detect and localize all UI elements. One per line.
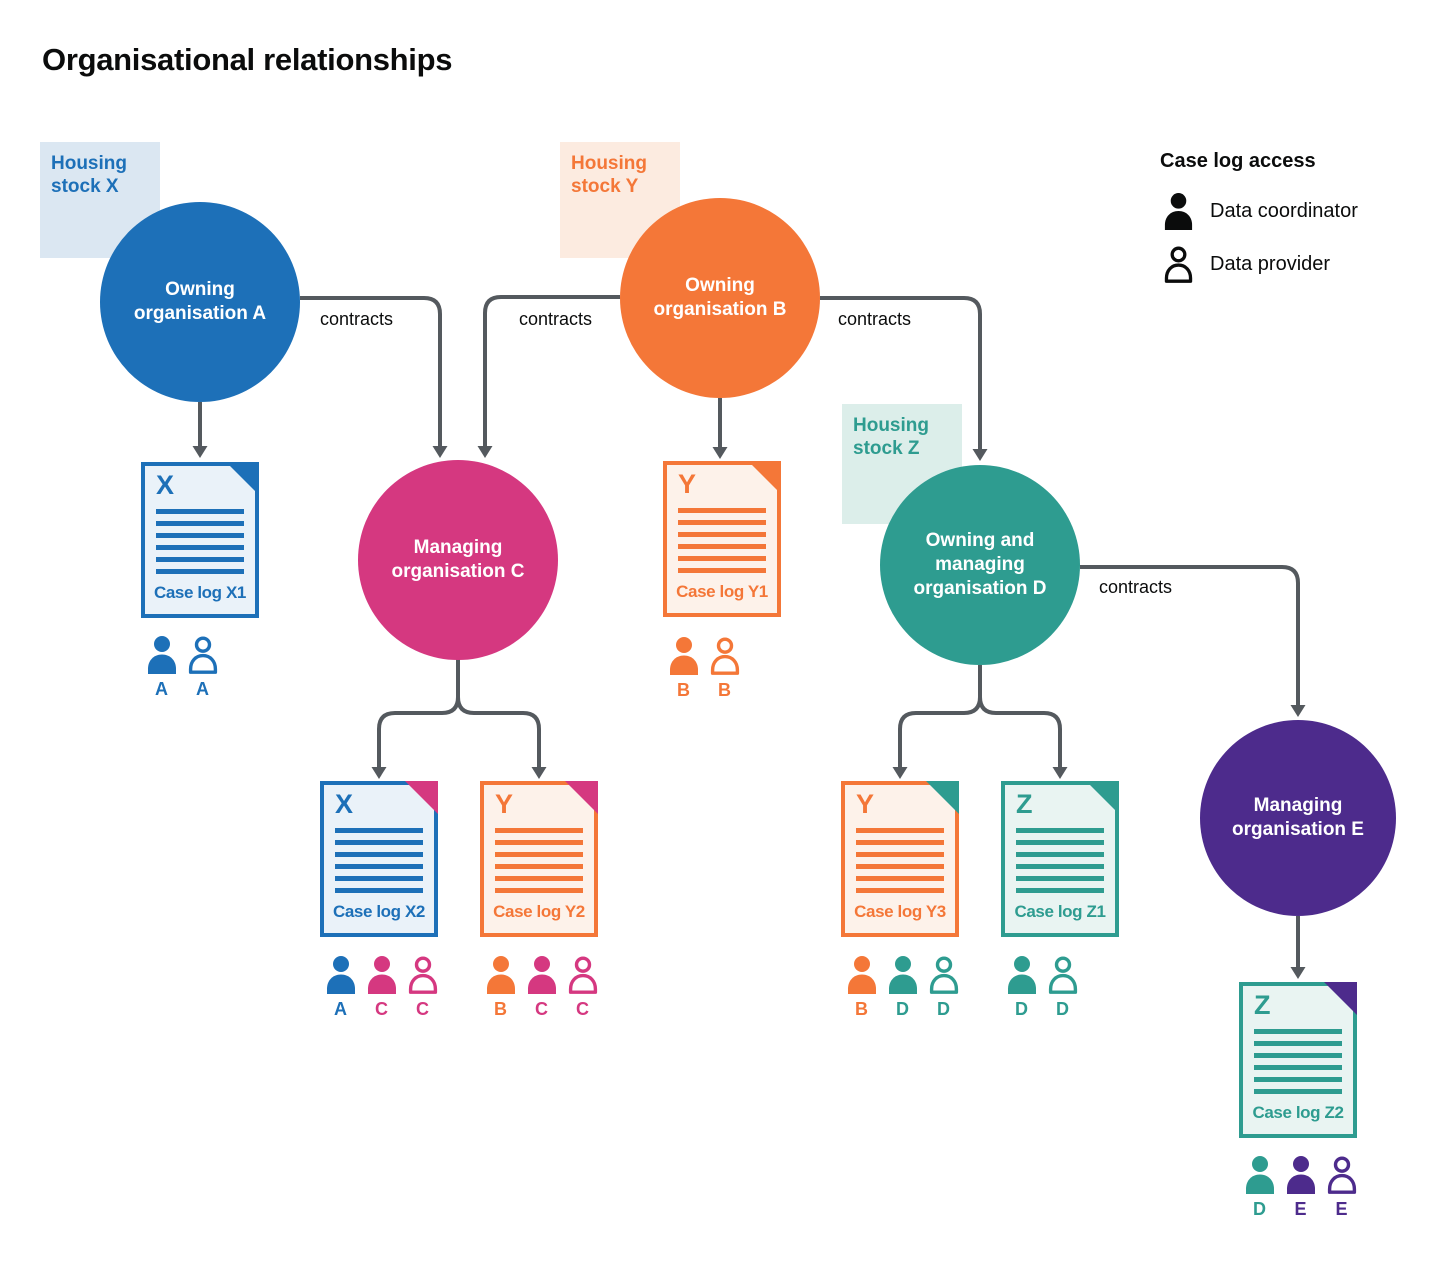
access-org-letter: E <box>1335 1199 1348 1219</box>
org-a-label: Owning organisation A <box>133 278 267 324</box>
arrowhead-caselog-y3 <box>893 767 908 779</box>
document-text-lines <box>495 828 583 900</box>
page-title: Organisational relationships <box>42 42 453 77</box>
case-log-y3-card <box>841 781 959 937</box>
contracts-label-b-c: contracts <box>519 309 593 329</box>
case-log-z2-card <box>1239 982 1357 1138</box>
access-org-letter: A <box>196 679 209 699</box>
access-org-letter: A <box>155 679 168 699</box>
document-text-lines <box>856 828 944 900</box>
case-log-letter: Z <box>1254 990 1271 1020</box>
org-c-label: Managing organisation C <box>391 536 525 582</box>
access-org-letter: D <box>1253 1199 1266 1219</box>
org-circle-e <box>1200 720 1396 916</box>
case-log-y1-access-row <box>666 637 742 701</box>
arrowhead-caselog-z1 <box>1053 767 1068 779</box>
org-d-label: Owning and managing organisation D <box>913 529 1047 600</box>
org-circle-b <box>620 198 820 398</box>
data-provider-icon <box>565 956 600 1020</box>
case-log-letter: Z <box>1016 789 1033 819</box>
arrowhead-caselog-y2 <box>532 767 547 779</box>
case-log-y2-card <box>480 781 598 937</box>
access-org-letter: C <box>416 999 429 1019</box>
arrowhead-b-to-d <box>973 449 988 461</box>
housing-stock-z-label: Housing stock Z <box>842 404 962 524</box>
data-coordinator-icon <box>1242 1156 1277 1220</box>
data-provider-icon <box>185 636 220 700</box>
contracts-label-d-e: contracts <box>1099 577 1173 597</box>
org-b-label: Owning organisation B <box>653 274 787 320</box>
connector-c-to-caselog-x2 <box>379 659 458 768</box>
data-coordinator-icon <box>666 637 701 701</box>
access-org-letter: D <box>896 999 909 1019</box>
case-log-x1-access-row <box>144 636 220 700</box>
data-provider-icon <box>1324 1156 1359 1220</box>
connector-d-to-caselog-z1 <box>980 665 1060 768</box>
case-log-y2-access-row <box>483 956 600 1020</box>
case-log-letter: Y <box>678 469 697 499</box>
access-org-letter: D <box>1015 999 1028 1019</box>
data-coordinator-icon <box>364 956 399 1020</box>
data-provider-icon <box>405 956 440 1020</box>
legend-label: Data provider <box>1210 253 1331 275</box>
document-text-lines <box>1254 1029 1342 1101</box>
case-log-title: Case log Y2 <box>493 902 585 921</box>
access-org-letter: A <box>334 999 347 1019</box>
case-log-title: Case log Y1 <box>676 582 768 601</box>
arrowhead-caselog-y1 <box>713 447 728 459</box>
arrowhead-caselog-x1 <box>193 446 208 458</box>
case-log-z1-access-row <box>1004 956 1080 1020</box>
document-text-lines <box>335 828 423 900</box>
legend-item-data-provider <box>1162 246 1330 283</box>
legend-title: Case log access <box>1160 150 1316 172</box>
document-text-lines <box>156 509 244 581</box>
legend-item-data-coordinator <box>1162 193 1358 230</box>
access-org-letter: B <box>677 680 690 700</box>
case-log-title: Case log X1 <box>154 583 246 602</box>
access-org-letter: E <box>1294 1199 1307 1219</box>
data-provider-icon <box>707 637 742 701</box>
case-log-x2-card <box>320 781 438 937</box>
data-coordinator-icon <box>885 956 920 1020</box>
arrowhead-d-to-e <box>1291 705 1306 717</box>
case-log-x2-access-row <box>323 956 440 1020</box>
folded-corner <box>1324 982 1357 1015</box>
data-coordinator-icon <box>524 956 559 1020</box>
case-log-letter: X <box>335 789 354 819</box>
data-coordinator-icon <box>323 956 358 1020</box>
access-org-letter: C <box>576 999 589 1019</box>
access-org-letter: B <box>494 999 507 1019</box>
folded-corner <box>748 461 781 494</box>
housing-stock-x-label: Housing stock X <box>40 142 160 258</box>
org-circle-d <box>880 465 1080 665</box>
case-log-y1-card <box>663 461 781 617</box>
access-org-letter: D <box>937 999 950 1019</box>
case-log-z1-card <box>1001 781 1119 937</box>
connector-d-to-caselog-y3 <box>900 665 980 768</box>
case-log-title: Case log Z1 <box>1014 902 1106 921</box>
case-log-x1-card <box>141 462 259 618</box>
data-coordinator-icon <box>483 956 518 1020</box>
case-log-title: Case log Z2 <box>1252 1103 1344 1122</box>
folded-corner <box>926 781 959 814</box>
data-coordinator-icon <box>144 636 179 700</box>
org-e-label: Managing organisation E <box>1232 794 1364 840</box>
data-provider-icon <box>1045 956 1080 1020</box>
case-log-letter: Y <box>856 789 875 819</box>
data-coordinator-icon <box>1004 956 1039 1020</box>
folded-corner <box>405 781 438 814</box>
case-log-title: Case log Y3 <box>854 902 946 921</box>
folded-corner <box>565 781 598 814</box>
arrowhead-b-to-c <box>478 446 493 458</box>
contracts-label-a-c: contracts <box>320 309 394 329</box>
access-org-letter: C <box>535 999 548 1019</box>
legend-label: Data coordinator <box>1210 200 1358 222</box>
arrowhead-caselog-z2 <box>1291 967 1306 979</box>
case-log-letter: X <box>156 470 175 500</box>
access-org-letter: B <box>718 680 731 700</box>
case-log-y3-access-row <box>844 956 961 1020</box>
data-provider-icon <box>1162 246 1195 283</box>
document-text-lines <box>1016 828 1104 900</box>
org-circle-c <box>358 460 558 660</box>
document-text-lines <box>678 508 766 580</box>
case-log-z2-access-row <box>1242 1156 1359 1220</box>
arrowhead-a-to-c <box>433 446 448 458</box>
data-coordinator-icon <box>844 956 879 1020</box>
folded-corner <box>226 462 259 495</box>
access-org-letter: B <box>855 999 868 1019</box>
org-circle-a <box>100 202 300 402</box>
access-org-letter: D <box>1056 999 1069 1019</box>
contracts-label-b-d: contracts <box>838 309 912 329</box>
data-coordinator-icon <box>1283 1156 1318 1220</box>
connector-c-to-caselog-y2 <box>458 659 539 768</box>
access-org-letter: C <box>375 999 388 1019</box>
case-log-letter: Y <box>495 789 514 819</box>
folded-corner <box>1086 781 1119 814</box>
arrowhead-caselog-x2 <box>372 767 387 779</box>
case-log-title: Case log X2 <box>333 902 425 921</box>
data-coordinator-icon <box>1162 193 1195 230</box>
data-provider-icon <box>926 956 961 1020</box>
housing-stock-y-label: Housing stock Y <box>560 142 680 258</box>
